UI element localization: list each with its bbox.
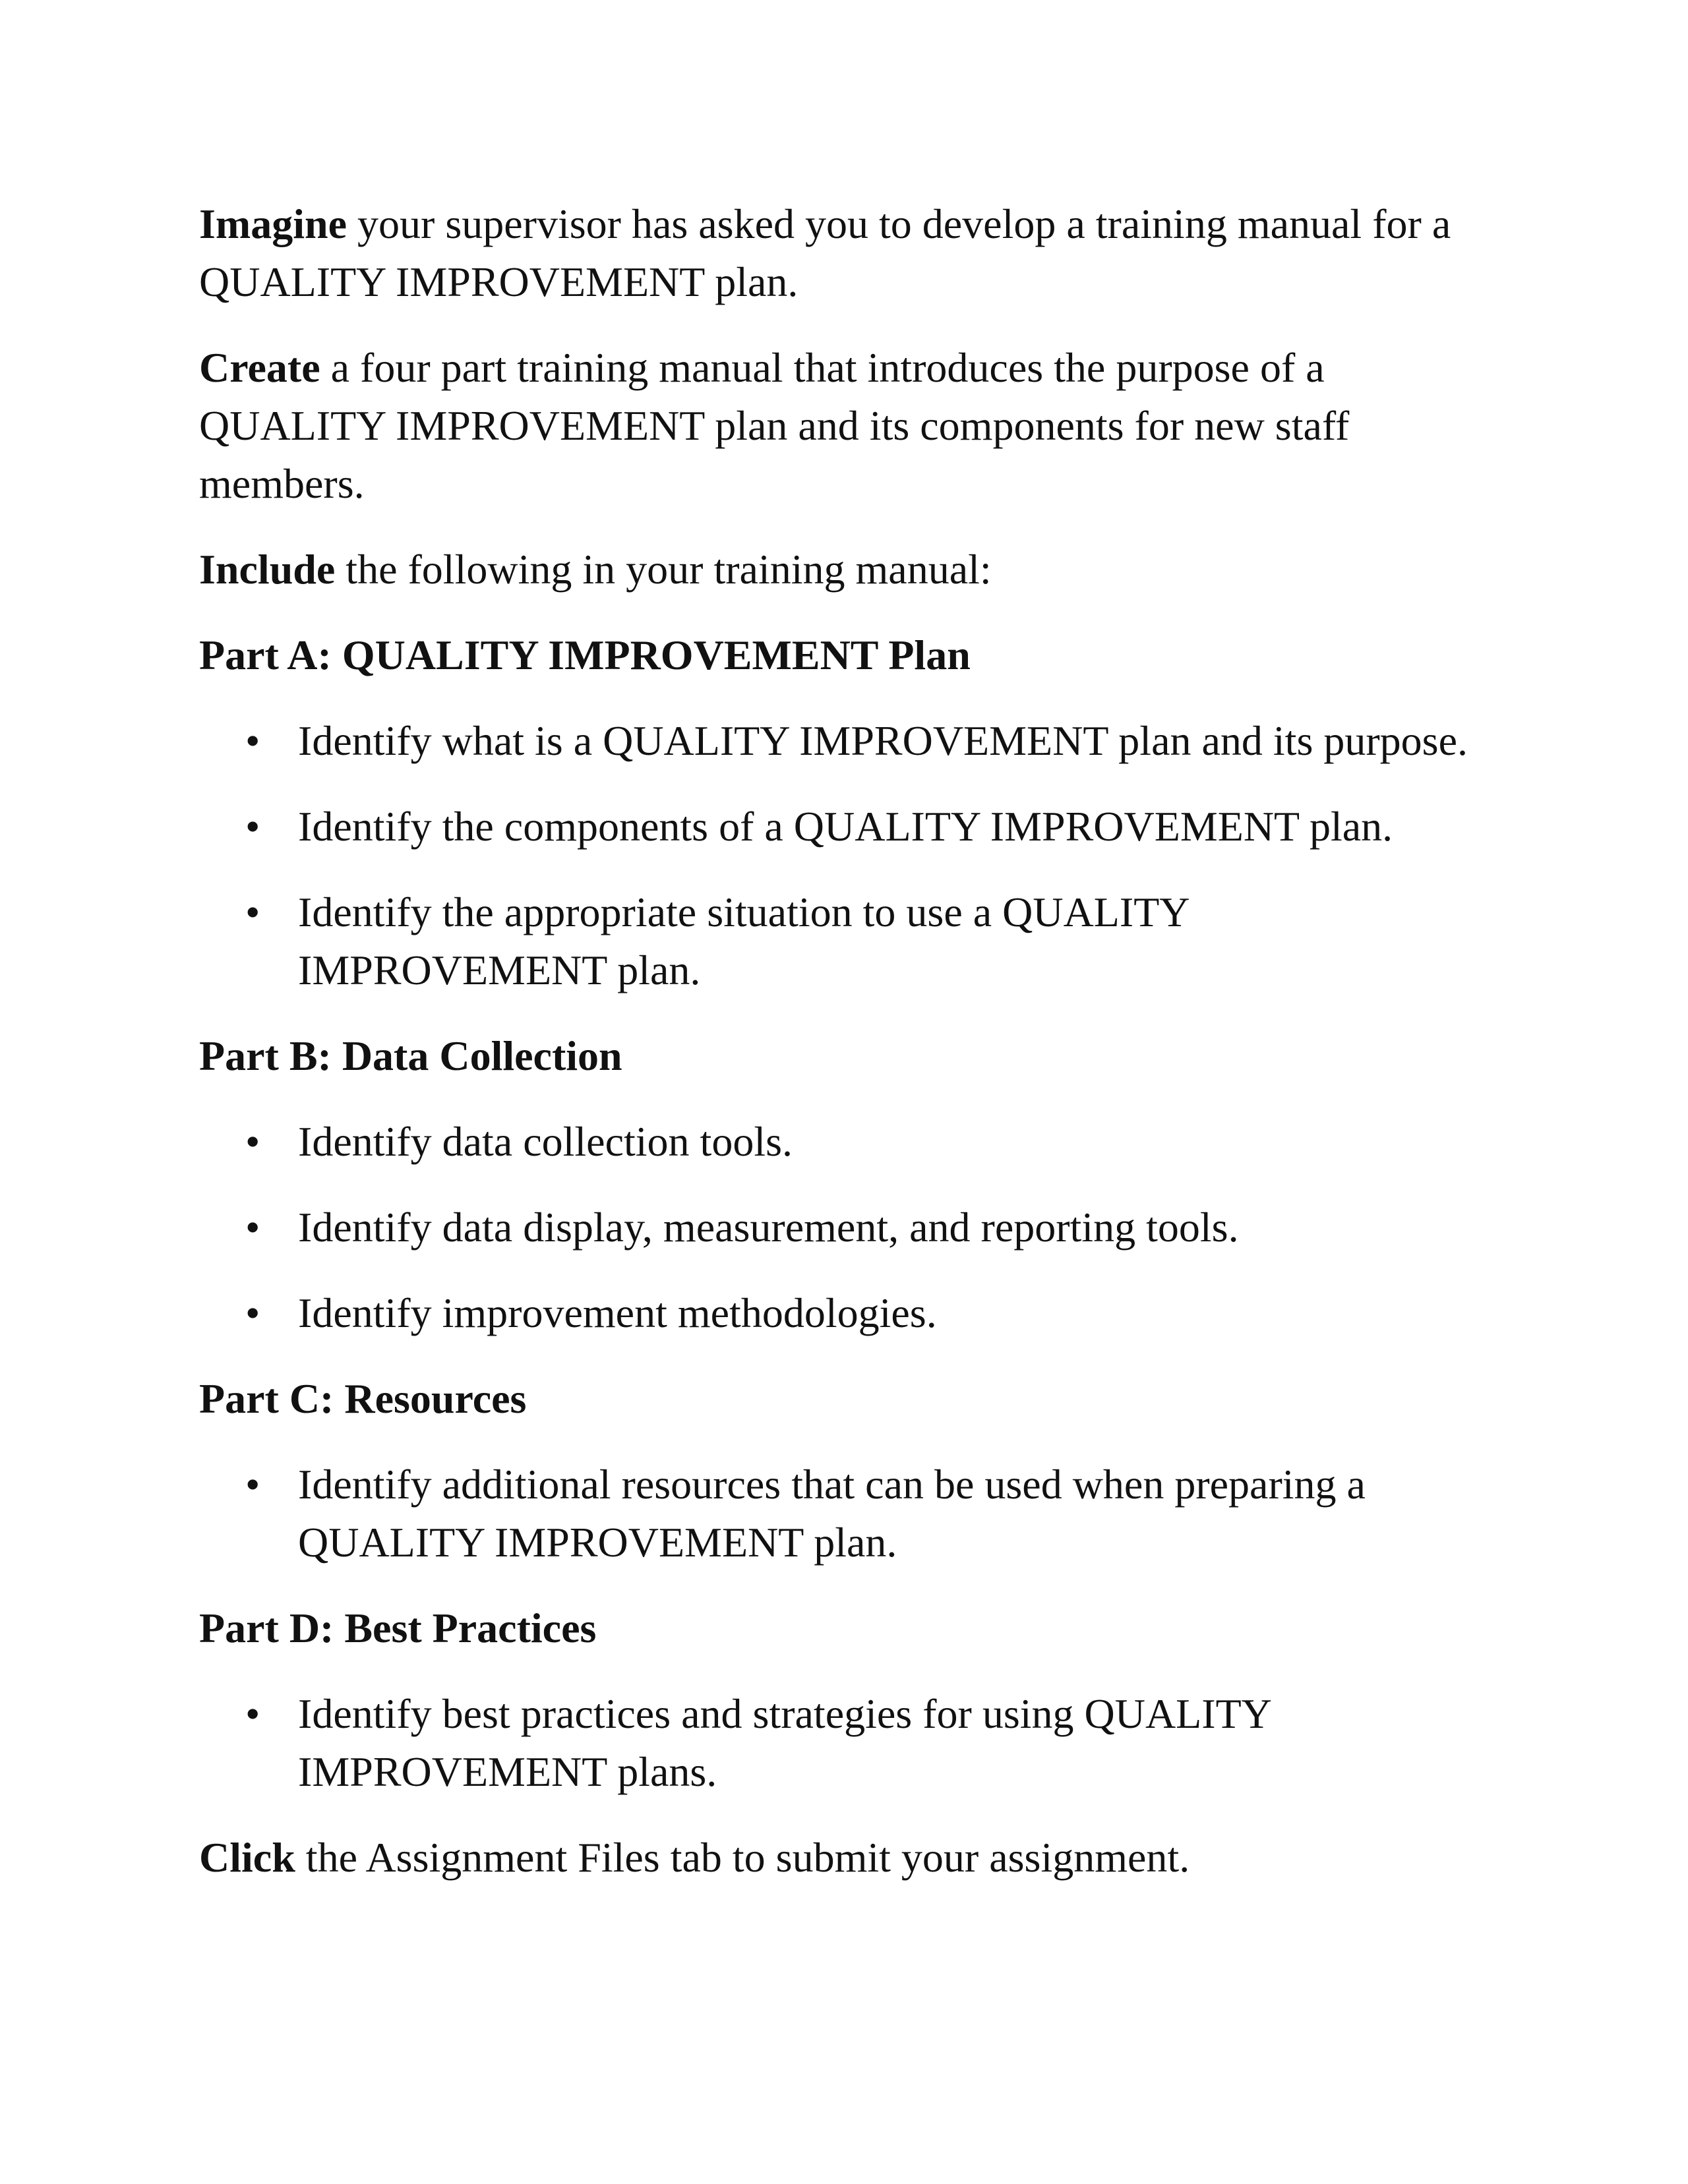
part-a-heading: Part A: QUALITY IMPROVEMENT Plan — [199, 632, 971, 678]
part-c-heading: Part C: Resources — [199, 1375, 527, 1422]
list-item-text: Identify best practices and strategies for using QUALITY IMPROVEMENT plans. — [298, 1690, 1271, 1795]
intro-create-paragraph — [199, 339, 1492, 513]
list-item — [199, 1456, 1492, 1572]
part-b-list — [199, 1113, 1492, 1342]
bullet-icon: • — [245, 717, 260, 764]
part-c-list — [199, 1456, 1492, 1572]
part-b-heading: Part B: Data Collection — [199, 1032, 622, 1079]
document-page — [199, 195, 1492, 1914]
list-item-text: Identify additional resources that can be used when preparing a QUALITY IMPROVEMENT plan. — [298, 1461, 1366, 1566]
intro-imagine-paragraph — [199, 195, 1492, 311]
part-a-list — [199, 712, 1492, 999]
create-lead: Create — [199, 344, 320, 391]
list-item-text: Identify the components of a QUALITY IMPROVEMENT plan. — [298, 803, 1393, 850]
imagine-lead: Imagine — [199, 200, 347, 247]
click-lead: Click — [199, 1834, 295, 1881]
bullet-icon: • — [245, 1118, 260, 1165]
imagine-text: your supervisor has asked you to develop a training manual for a QUALITY IMPROVEMENT plan. — [199, 200, 1451, 305]
create-text: a four part training manual that introduces the purpose of a QUALITY IMPROVEMENT plan and its components for new staff members. — [199, 344, 1350, 507]
bullet-icon: • — [245, 889, 260, 935]
list-item — [199, 1113, 1492, 1171]
list-item — [199, 883, 1492, 999]
bullet-icon: • — [245, 1461, 260, 1508]
include-lead: Include — [199, 546, 336, 593]
bullet-icon: • — [245, 803, 260, 850]
list-item — [199, 798, 1492, 856]
bullet-icon: • — [245, 1690, 260, 1737]
part-d-heading: Part D: Best Practices — [199, 1605, 597, 1651]
list-item — [199, 1284, 1492, 1342]
list-item — [199, 1685, 1492, 1801]
list-item-text: Identify data collection tools. — [298, 1118, 793, 1165]
list-item-text: Identify what is a QUALITY IMPROVEMENT plan and its purpose. — [298, 717, 1468, 764]
part-d-list — [199, 1685, 1492, 1801]
bullet-icon: • — [245, 1289, 260, 1336]
list-item — [199, 1198, 1492, 1256]
bullet-icon: • — [245, 1204, 260, 1251]
include-text: the following in your training manual: — [335, 546, 992, 593]
list-item-text: Identify improvement methodologies. — [298, 1289, 937, 1336]
click-text: the Assignment Files tab to submit your assignment. — [295, 1834, 1190, 1881]
closing-paragraph — [199, 1829, 1492, 1887]
list-item-text: Identify data display, measurement, and reporting tools. — [298, 1204, 1239, 1251]
list-item-text: Identify the appropriate situation to use a QUALITY IMPROVEMENT plan. — [298, 889, 1189, 993]
list-item — [199, 712, 1492, 770]
intro-include-paragraph — [199, 541, 1492, 599]
